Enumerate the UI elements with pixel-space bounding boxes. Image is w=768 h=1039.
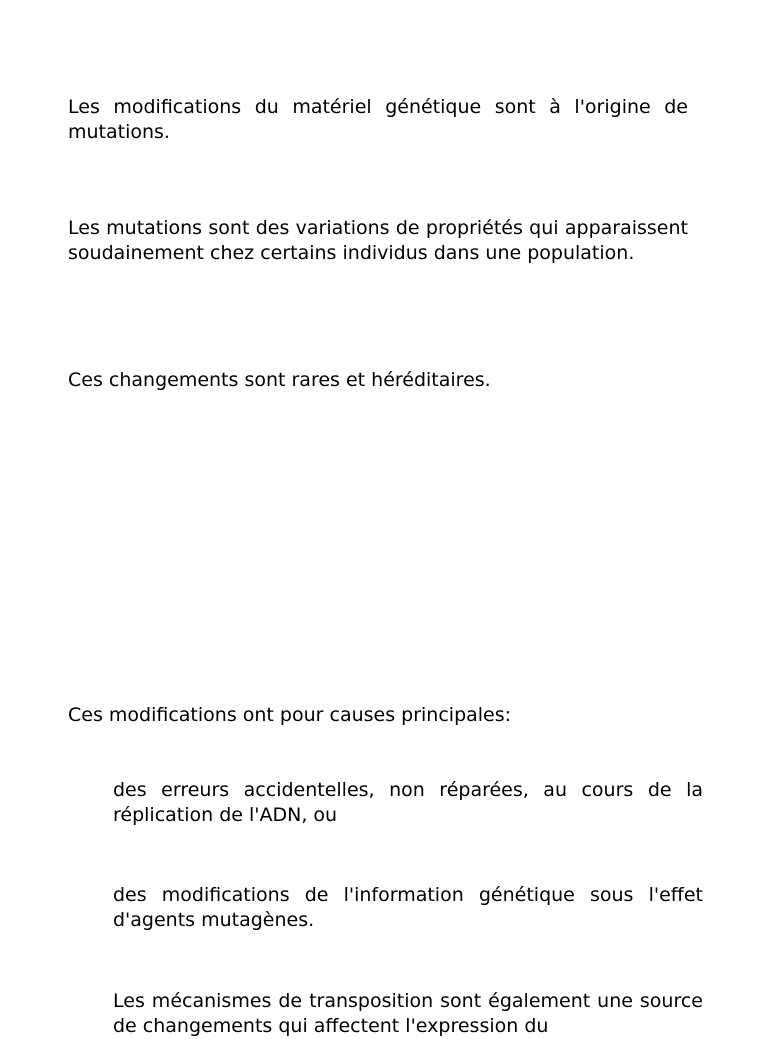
cause-item-replication-errors: des erreurs accidentelles, non réparées, au cours de la réplication de l'ADN, ou (113, 779, 703, 826)
paragraph-rare-hereditary: Ces changements sont rares et héréditaires. (68, 369, 491, 391)
paragraph-mutation-definition: Les mutations sont des variations de propriétés qui apparaissent soudainement chez certains individus dans une population. (68, 217, 688, 264)
paragraph-genetic-modifications: Les modifications du matériel génétique sont à l'origine de mutations. (68, 96, 688, 143)
cause-item-mutagenic-agents: des modifications de l'information génétique sous l'effet d'agents mutagènes. (113, 884, 703, 931)
paragraph-main-causes: Ces modifications ont pour causes principales: (68, 704, 512, 726)
paragraph-transposition: Les mécanismes de transposition sont également une source de changements qui affectent l'expression du (113, 990, 703, 1037)
